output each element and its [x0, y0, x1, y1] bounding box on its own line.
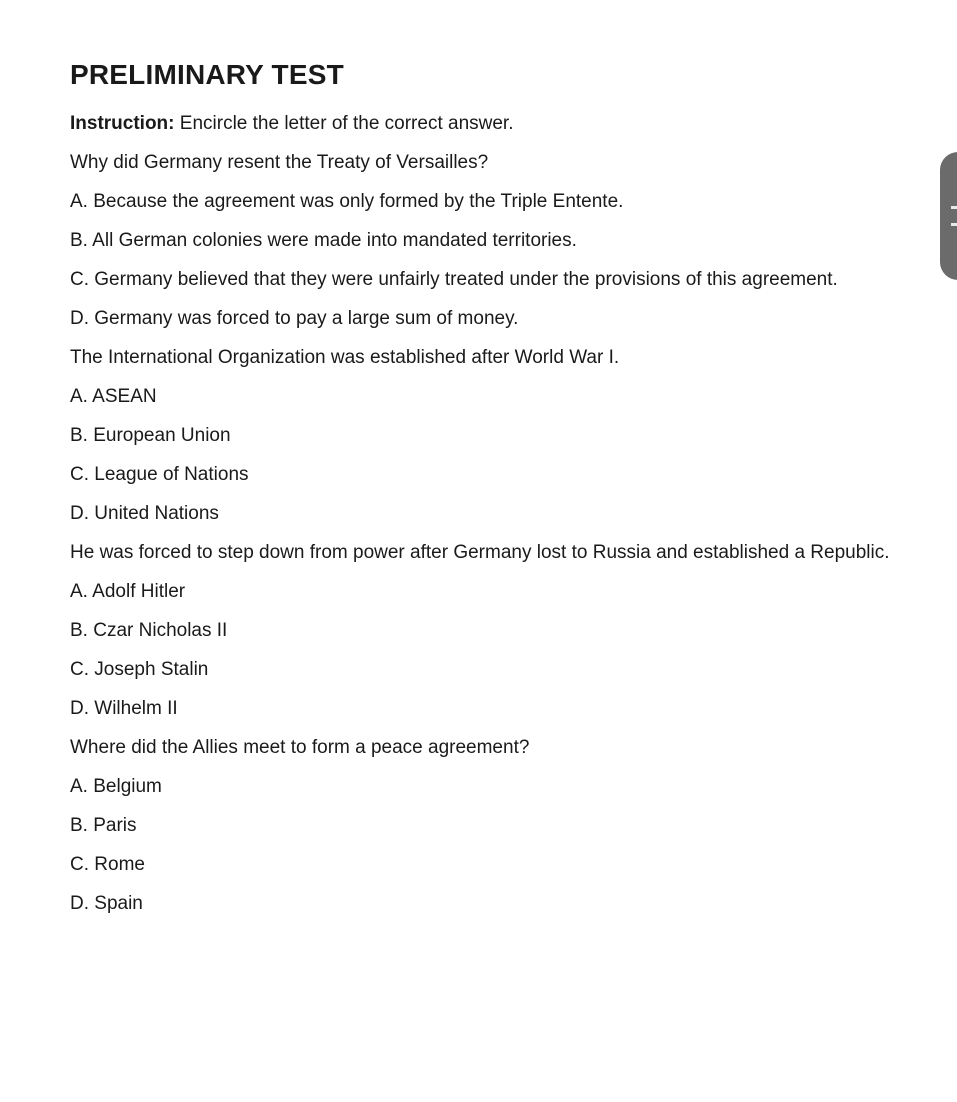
question-text: Where did the Allies meet to form a peace agreement? — [70, 737, 530, 758]
choice-d[interactable]: D. Wilhelm II — [70, 698, 178, 719]
choice-b[interactable]: B. All German colonies were made into mandated territories. — [70, 230, 577, 251]
question-1 — [70, 151, 920, 331]
choice-d[interactable]: D. Spain — [70, 893, 143, 914]
choice-b[interactable]: B. Czar Nicholas II — [70, 620, 228, 641]
instruction — [70, 112, 920, 136]
test-page — [70, 58, 920, 931]
side-panel-tab[interactable] — [940, 152, 957, 280]
drag-handle-icon — [951, 206, 957, 226]
choice-a[interactable]: A. Belgium — [70, 776, 162, 797]
choice-b[interactable]: B. European Union — [70, 425, 231, 446]
choice-c[interactable]: C. Germany believed that they were unfairly treated under the provisions of this agreement. — [70, 269, 838, 290]
question-text: The International Organization was established after World War I. — [70, 347, 620, 368]
choice-b[interactable]: B. Paris — [70, 815, 137, 836]
choice-c[interactable]: C. League of Nations — [70, 464, 249, 485]
page-title: PRELIMINARY TEST — [70, 59, 344, 90]
choice-a[interactable]: A. ASEAN — [70, 386, 157, 407]
question-2 — [70, 346, 920, 526]
choice-d[interactable]: D. Germany was forced to pay a large sum of money. — [70, 308, 519, 329]
choice-a[interactable]: A. Adolf Hitler — [70, 581, 186, 602]
question-3 — [70, 541, 920, 721]
choice-a[interactable]: A. Because the agreement was only formed by the Triple Entente. — [70, 191, 624, 212]
instruction-label: Instruction: — [70, 113, 175, 134]
question-text: Why did Germany resent the Treaty of Versailles? — [70, 152, 489, 173]
choice-c[interactable]: C. Rome — [70, 854, 145, 875]
instruction-text: Encircle the letter of the correct answer. — [174, 113, 514, 134]
question-4 — [70, 736, 920, 916]
choice-d[interactable]: D. United Nations — [70, 503, 219, 524]
question-text: He was forced to step down from power after Germany lost to Russia and established a Republic. — [70, 542, 890, 563]
choice-c[interactable]: C. Joseph Stalin — [70, 659, 209, 680]
